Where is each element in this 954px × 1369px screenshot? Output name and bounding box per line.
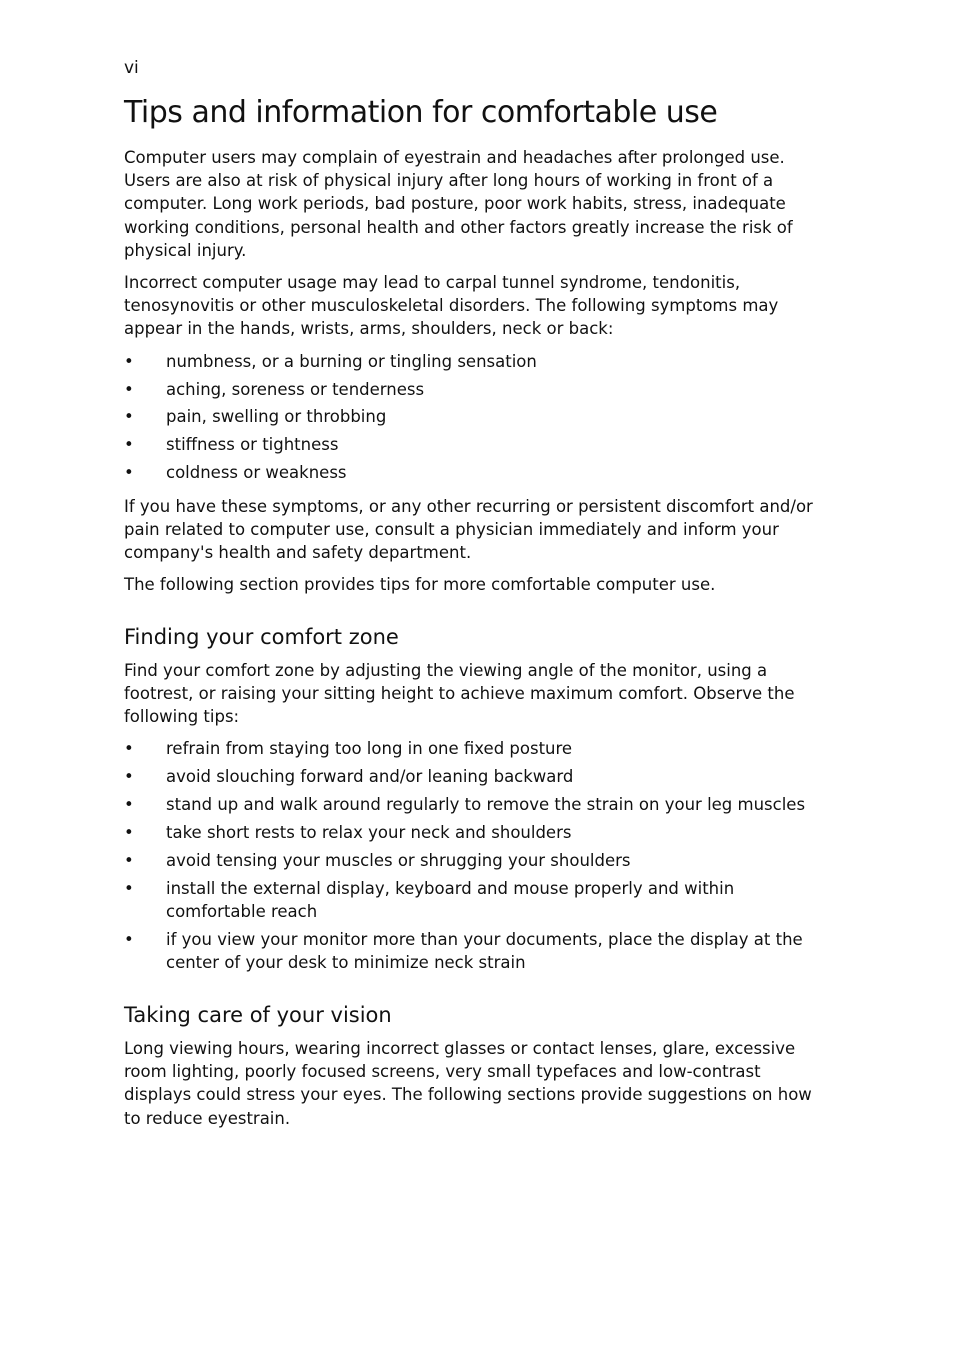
list-item-text: if you view your monitor more than your documents, place the display at the center of your desk to minimize neck strain [166,929,803,973]
bullet-icon: • [124,878,134,898]
list-item-text: coldness or weakness [166,463,347,483]
comfort-zone-paragraph: Find your comfort zone by adjusting the viewing angle of the monitor, using a footrest, or raising your sitting height to achieve maximum comfort. Observe the following tips: [124,660,795,726]
bullet-icon: • [124,351,134,371]
list-item [124,793,814,817]
list-item [124,877,814,924]
list-item-text: take short rests to relax your neck and shoulders [166,822,572,842]
section-heading-vision: Taking care of your vision [124,1002,392,1027]
list-item-text: numbness, or a burning or tingling sensation [166,351,537,371]
bullet-icon: • [124,794,134,814]
list-item-text: stiffness or tightness [166,435,339,455]
list-item-text: install the external display, keyboard and mouse properly and within comfortable reach [166,878,735,922]
bullet-icon: • [124,850,134,870]
body-paragraph: The following section provides tips for more comfortable computer use. [124,575,716,595]
vision-paragraph: Long viewing hours, wearing incorrect glasses or contact lenses, glare, excessive room lighting, poorly focused screens, very small typefaces and low-contrast displays could stress your eyes. The following sections provide suggestions on how to reduce eyestrain. [124,1038,812,1128]
intro-paragraph: Computer users may complain of eyestrain and headaches after prolonged use. Users are also at risk of physical injury after long hours of working in front of a computer. Long work periods, bad posture, poor work habits, stress, inadequate working conditions, personal health and other factors greatly increase the risk of physical injury. [124,148,793,260]
list-item [124,433,814,457]
list-item-text: avoid tensing your muscles or shrugging your shoulders [166,850,631,870]
list-item-text: pain, swelling or throbbing [166,407,387,427]
bullet-icon: • [124,379,134,399]
list-item-text: avoid slouching forward and/or leaning backward [166,767,574,786]
list-item [124,928,814,975]
body-paragraph: If you have these symptoms, or any other recurring or persistent discomfort and/or pain related to computer use, consult a physician immediately and inform your company's health and safety department. [124,496,813,563]
page-title: Tips and information for comfortable use [124,95,718,130]
list-item [124,737,814,761]
list-item [124,461,814,485]
section-heading-comfort-zone: Finding your comfort zone [124,624,399,649]
list-item [124,849,814,873]
intro-paragraph: Incorrect computer usage may lead to carpal tunnel syndrome, tendonitis, tenosynovitis or other musculoskeletal disorders. The following symptoms may appear in the hands, wrists, arms, shoulders, neck or back: [124,273,779,339]
page-number: vi [124,58,139,78]
comfort-tips-list [124,737,814,975]
list-item-text: refrain from staying too long in one fixed posture [166,739,573,759]
list-item-text: aching, soreness or tenderness [166,379,425,399]
bullet-icon: • [124,767,134,786]
bullet-icon: • [124,739,134,759]
list-item [124,821,814,845]
bullet-icon: • [124,435,134,455]
bullet-icon: • [124,929,134,949]
list-item [124,765,814,789]
list-item [124,378,814,402]
document-page [124,56,814,1139]
bullet-icon: • [124,463,134,483]
list-item-text: stand up and walk around regularly to remove the strain on your leg muscles [166,794,806,814]
bullet-icon: • [124,407,134,427]
list-item [124,350,814,374]
list-item [124,405,814,429]
bullet-icon: • [124,822,134,842]
symptom-list [124,350,814,485]
